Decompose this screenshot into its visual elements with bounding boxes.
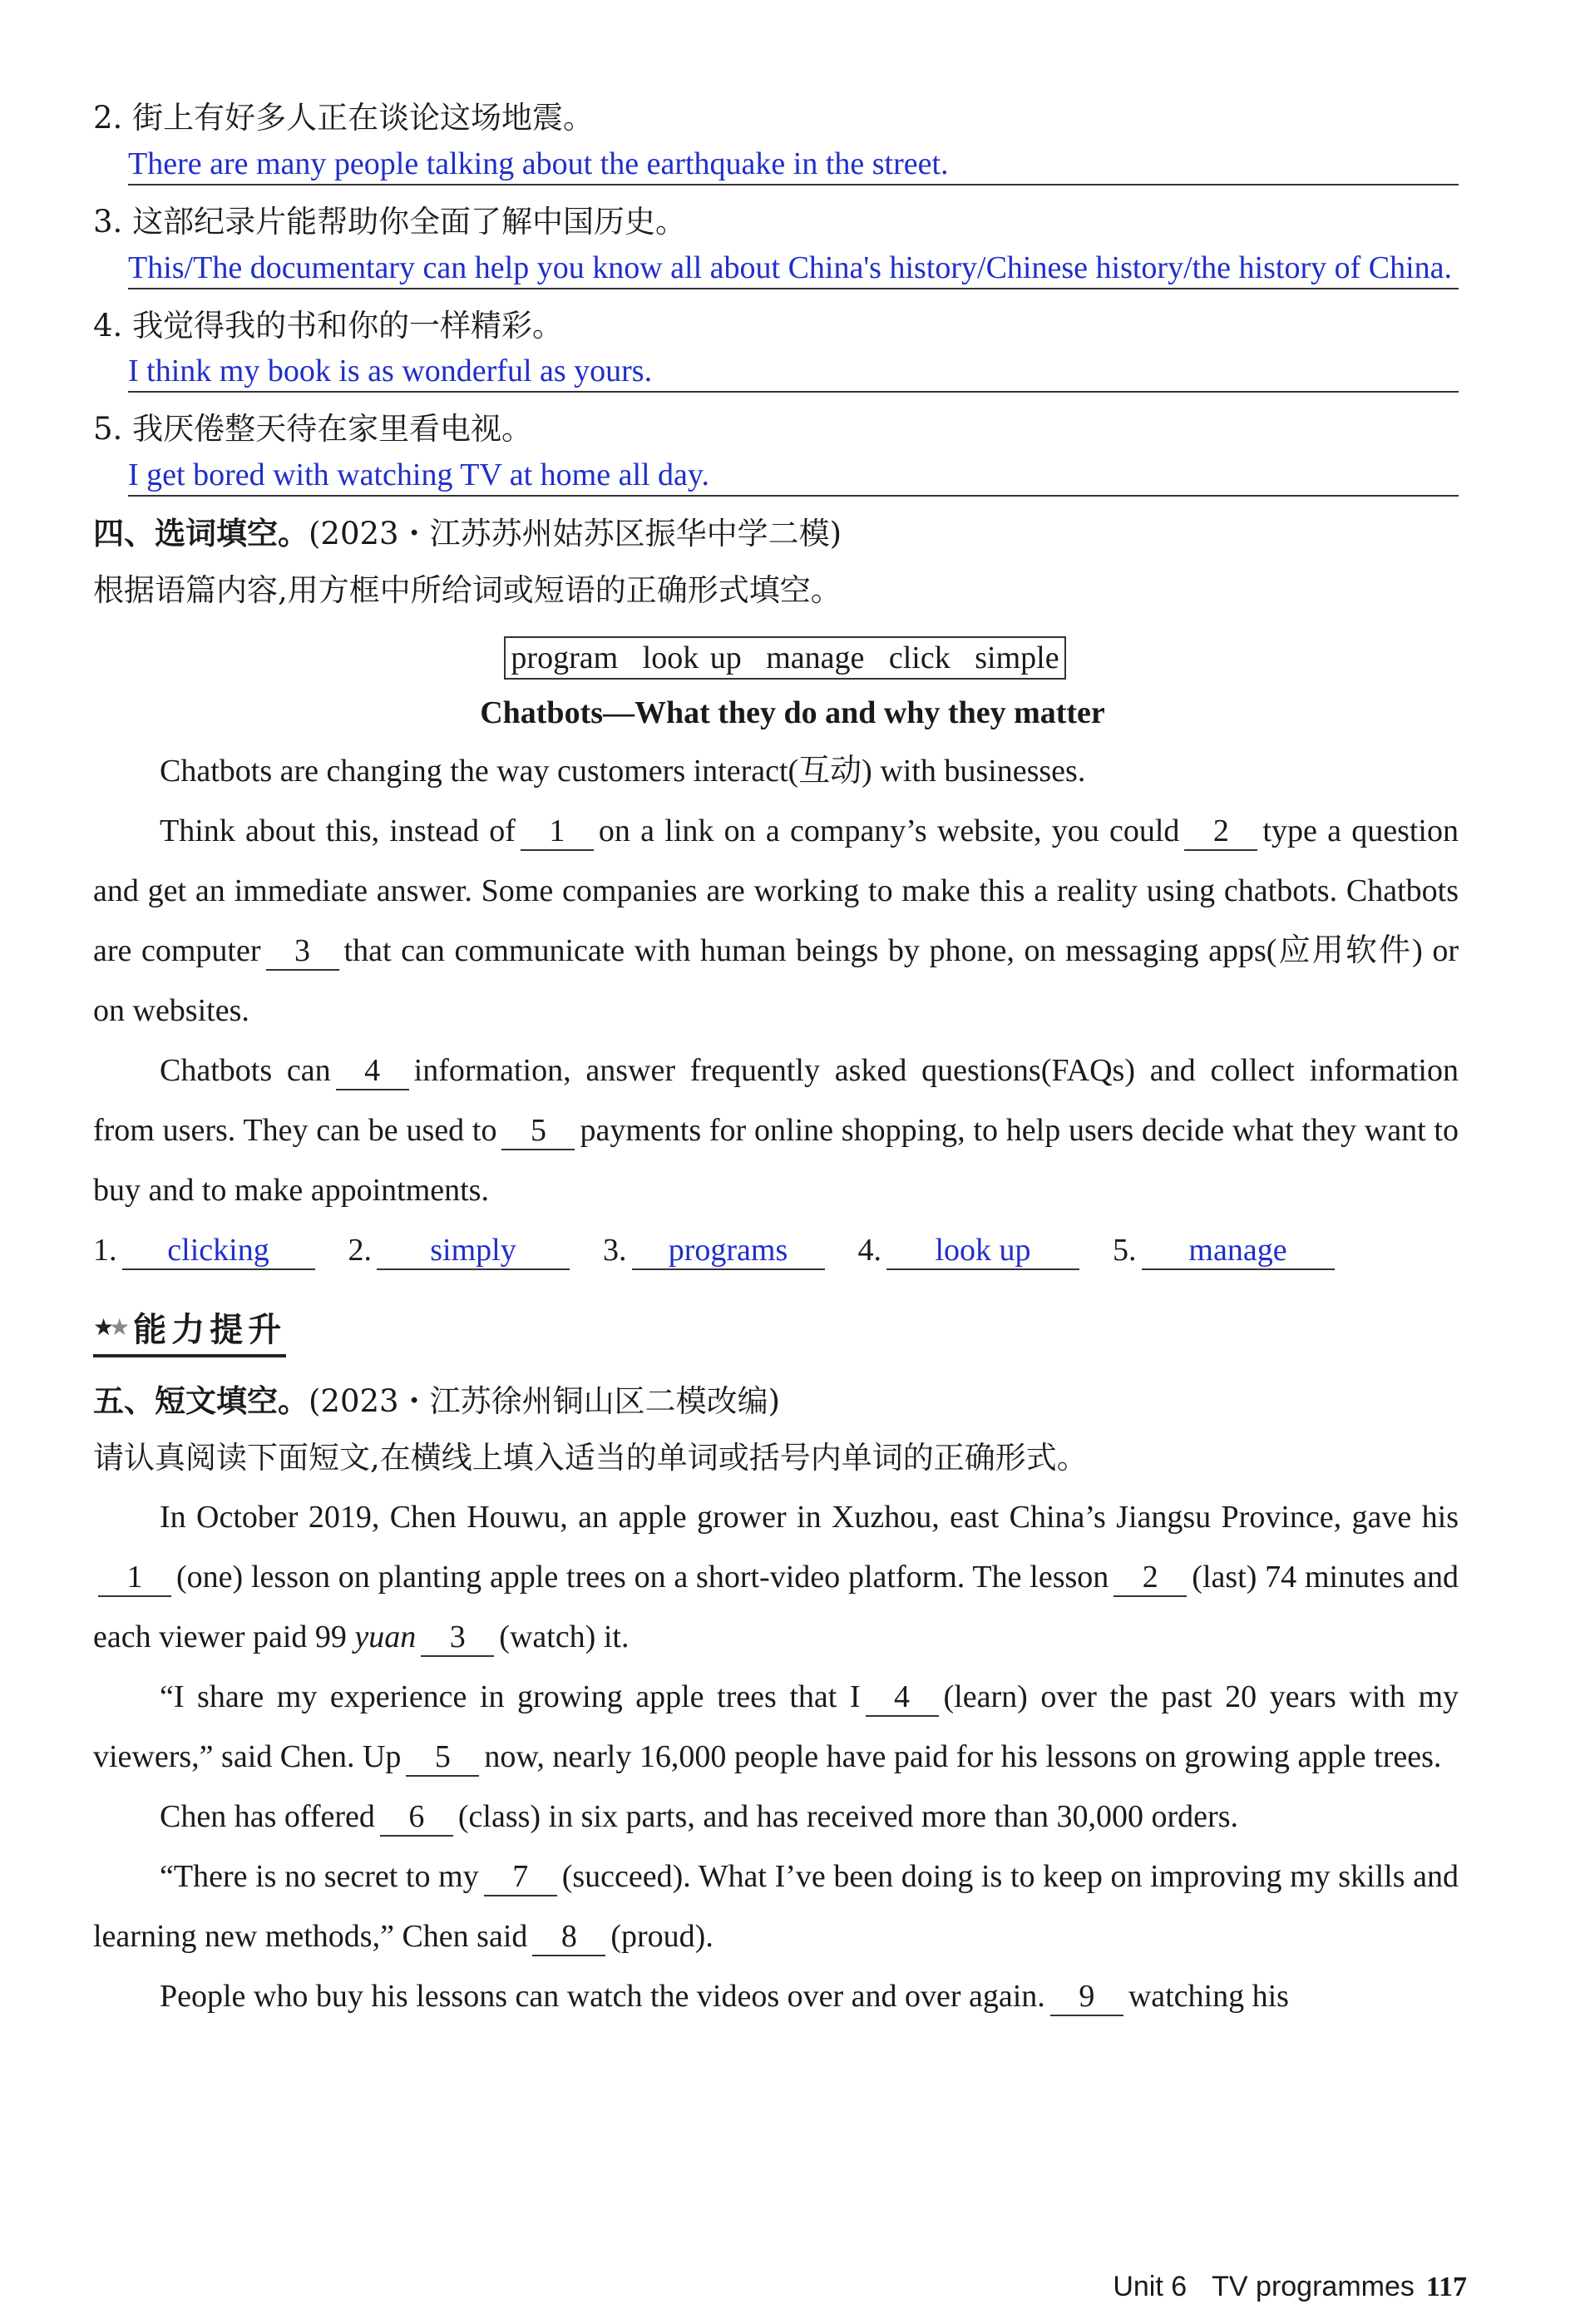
answer-slot	[858, 1232, 1080, 1270]
paragraph-text: (succeed). What I’ve been doing is to keep on improving my skills and learning new methods,” Chen said	[93, 1859, 1459, 1955]
page-footer	[1113, 2271, 1467, 2303]
translation-item	[93, 299, 1459, 393]
blank-9: 9	[1050, 1980, 1123, 2016]
section-5-instruction: 请认真阅读下面短文,在横线上填入适当的单词或括号内单词的正确形式。	[93, 1439, 1088, 1476]
section-5-source: (2023・江苏徐州铜山区二模改编)	[309, 1383, 781, 1420]
paragraph-text: (learn) over the past 20 years with my viewers,” said Chen. Up	[93, 1679, 1459, 1775]
translation-item	[93, 195, 1459, 289]
paragraph-text: (one) lesson on planting apple trees on a short-video platform. The lesson	[176, 1560, 1109, 1595]
paragraph-text: “There is no secret to my	[160, 1859, 479, 1895]
blank-1: 1	[521, 814, 594, 851]
answer-row	[93, 1232, 1459, 1270]
answer-fill: manage	[1142, 1232, 1335, 1270]
chinese-sentence: 2. 街上有好多人正在谈论这场地震。	[93, 100, 595, 136]
paragraph-text: watching his	[1128, 1979, 1289, 2015]
answer-line: There are many people talking about the earthquake in the street.	[128, 146, 1459, 185]
article-paragraph	[93, 1041, 1459, 1220]
word-option: manage	[766, 640, 865, 676]
blank-8: 8	[532, 1920, 605, 1956]
answer-line: This/The documentary can help you know all about China's history/Chinese history/the history of China.	[128, 250, 1459, 289]
article-paragraph	[93, 1847, 1459, 1966]
banner-title: 能力提升	[133, 1310, 287, 1350]
paragraph-text: Chatbots can	[160, 1053, 331, 1089]
footer-unit: Unit 6	[1113, 2271, 1188, 2302]
answer-number: 2.	[348, 1233, 372, 1268]
article-paragraph	[93, 801, 1459, 1041]
answer-fill: clicking	[122, 1232, 315, 1270]
section-5-heading: 五、短文填空。	[93, 1382, 309, 1420]
answer-number: 4.	[857, 1233, 881, 1268]
answer-fill: simply	[377, 1232, 570, 1270]
word-option: program	[511, 640, 619, 676]
word-option: look up	[642, 640, 742, 676]
word-option: simple	[975, 640, 1059, 676]
paragraph-text: now, nearly 16,000 people have paid for his lessons on growing apple trees.	[484, 1739, 1442, 1775]
paragraph-text: information, answer frequently asked questions(FAQs) and collect information from users. They can be used to	[93, 1053, 1459, 1149]
answer-slot	[1113, 1232, 1335, 1270]
paragraph-text: payments for online shopping, to help users decide what they want to buy and to make appointments.	[93, 1113, 1459, 1209]
paragraph-text: Think about this, instead of	[160, 813, 516, 849]
star-icon: ★★	[93, 1313, 126, 1342]
article-paragraph	[93, 1787, 1459, 1847]
section-4-source: (2023・江苏苏州姑苏区振华中学二模)	[309, 516, 842, 551]
answer-number: 1.	[93, 1233, 117, 1268]
italic-word: yuan	[354, 1619, 417, 1655]
paragraph-text: (last) 74 minutes and each viewer paid 99	[93, 1560, 1459, 1655]
section-5-title	[93, 1374, 1459, 1429]
answer-number: 3.	[603, 1233, 627, 1268]
blank-6: 6	[380, 1800, 453, 1837]
answer-slot	[603, 1232, 825, 1270]
word-option: click	[888, 640, 951, 676]
blank-3: 3	[266, 934, 339, 971]
paragraph-text: type a question and get an immediate answer. Some companies are working to make this a reality using chatbots. Chatbots are computer	[93, 813, 1459, 969]
answer-fill: programs	[632, 1232, 825, 1270]
section-4-heading: 四、选词填空。	[93, 515, 309, 551]
blank-3: 3	[421, 1620, 494, 1657]
footer-title: TV programmes	[1212, 2271, 1415, 2302]
paragraph-text: “I share my experience in growing apple trees that I	[160, 1679, 861, 1715]
blank-2: 2	[1113, 1560, 1187, 1597]
section-4-instruction: 根据语篇内容,用方框中所给词或短语的正确形式填空。	[93, 571, 842, 608]
answer-line: I get bored with watching TV at home all day.	[128, 457, 1459, 497]
chinese-sentence: 5. 我厌倦整天待在家里看电视。	[93, 411, 533, 447]
answer-slot	[348, 1232, 570, 1270]
paragraph-text: In October 2019, Chen Houwu, an apple grower in Xuzhou, east China’s Jiangsu Province, gave his	[160, 1500, 1459, 1535]
paragraph-text: that can communicate with human beings by phone, on messaging apps(应用软件) or on websites.	[93, 933, 1459, 1029]
blank-4: 4	[866, 1680, 939, 1717]
answer-number: 5.	[1113, 1233, 1137, 1268]
paragraph-text: Chen has offered	[160, 1799, 375, 1835]
answer-line: I think my book is as wonderful as yours.	[128, 353, 1459, 393]
translation-item	[93, 91, 1459, 185]
translation-item	[93, 403, 1459, 497]
section-banner	[93, 1303, 286, 1357]
word-box-wrap	[93, 636, 1459, 680]
blank-7: 7	[484, 1860, 557, 1896]
chinese-sentence: 4. 我觉得我的书和你的一样精彩。	[93, 307, 564, 344]
paragraph-text: Chatbots are changing the way customers interact(互动) with businesses.	[160, 754, 1086, 789]
article-title: Chatbots—What they do and why they matter	[480, 695, 1105, 731]
paragraph-text: (watch) it.	[499, 1619, 630, 1655]
article-paragraph	[93, 741, 1459, 801]
answer-fill: look up	[886, 1232, 1079, 1270]
blank-1: 1	[98, 1560, 171, 1597]
blank-4: 4	[336, 1054, 409, 1090]
translation-list	[93, 91, 1459, 497]
chinese-sentence: 3. 这部纪录片能帮助你全面了解中国历史。	[93, 203, 687, 240]
paragraph-text: (class) in six parts, and has received more than 30,000 orders.	[457, 1799, 1238, 1835]
blank-2: 2	[1184, 814, 1257, 851]
article-paragraph	[93, 1966, 1459, 2026]
article-paragraph	[93, 1487, 1459, 1667]
paragraph-text: (proud).	[610, 1919, 714, 1955]
blank-5: 5	[406, 1740, 479, 1777]
article-paragraph	[93, 1667, 1459, 1787]
page-number: 117	[1425, 2272, 1467, 2302]
blank-5: 5	[501, 1114, 575, 1150]
answer-slot	[93, 1232, 315, 1270]
paragraph-text: People who buy his lessons can watch the videos over and over again.	[160, 1979, 1045, 2015]
section-4-title	[93, 507, 1459, 561]
paragraph-text: on a link on a company’s website, you could	[598, 813, 1180, 849]
word-box	[504, 636, 1065, 680]
